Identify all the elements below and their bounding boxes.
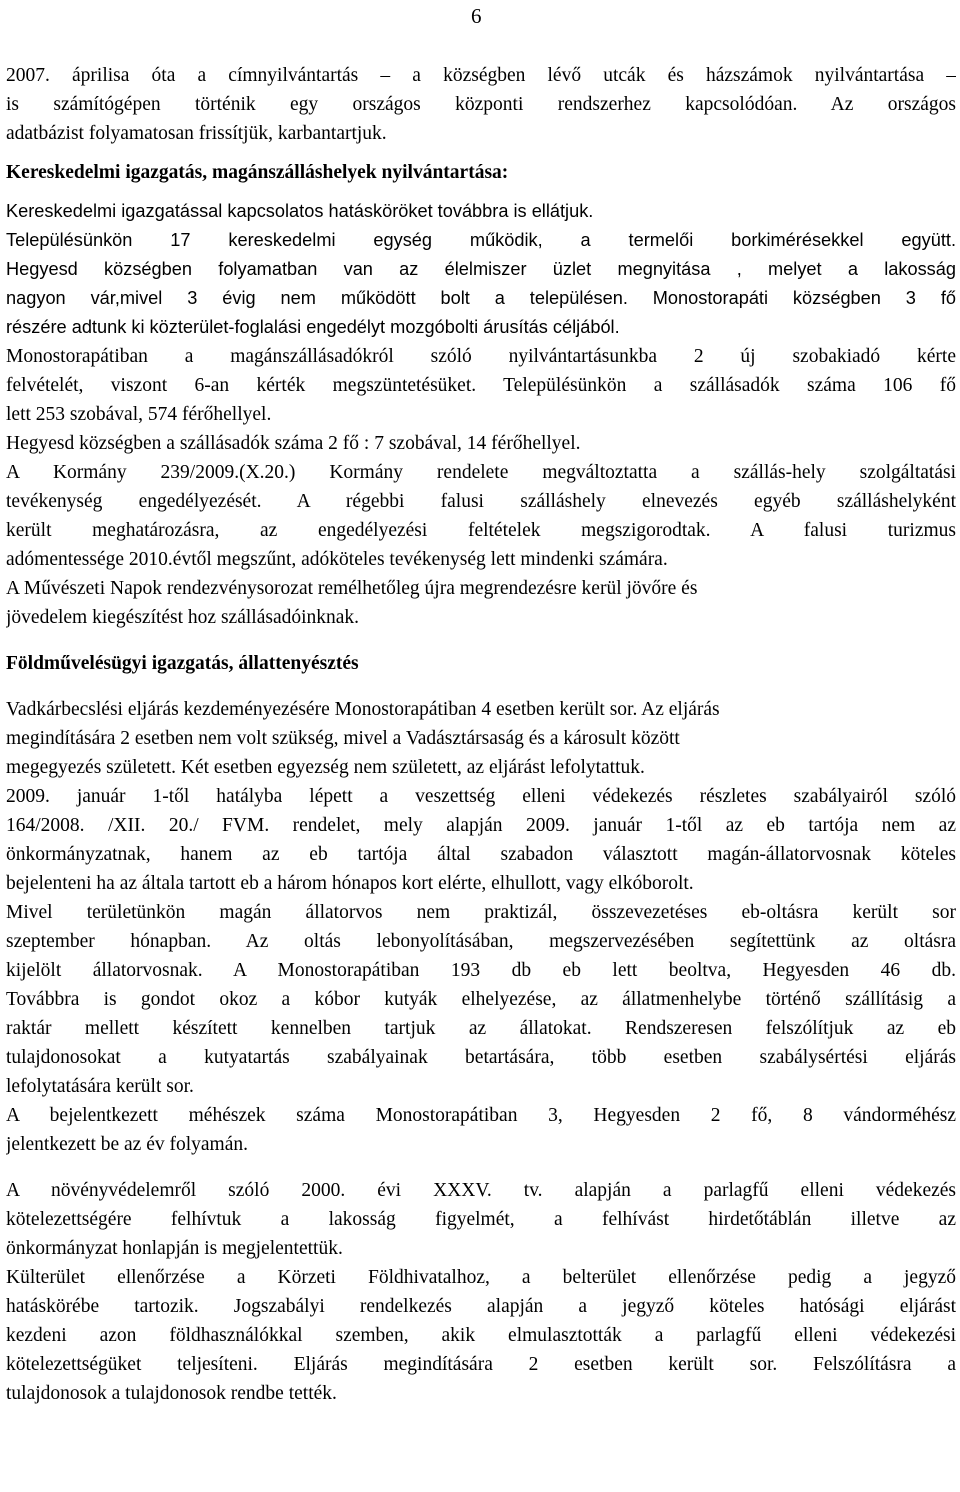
text-line: nagyon vár,mivel 3 évig nem működött bolt a településen. Monostorapáti községben 3 fő bbox=[6, 288, 956, 308]
text-line: tulajdonosok a tulajdonosok rendbe tették. bbox=[6, 1383, 337, 1404]
text-line: részére adtunk ki közterület-foglalási engedélyt mozgóbolti árusítás céljából. bbox=[6, 317, 620, 337]
text-line: tevékenység engedélyezését. A régebbi falusi szálláshely elnevezés egyéb szálláshelyként bbox=[6, 491, 956, 512]
text-line: megindítására 2 esetben nem volt szükség, mivel a Vadásztársaság és a károsult között bbox=[6, 728, 680, 749]
text-line: kezdeni azon földhasználókkal szemben, akik elmulasztották a parlagfű elleni védekezési bbox=[6, 1325, 956, 1346]
paragraph-commerce bbox=[6, 197, 956, 632]
section-heading-commerce: Kereskedelmi igazgatás, magánszálláshelyek nyilvántartása: bbox=[6, 162, 509, 183]
text-line: A Kormány 239/2009.(X.20.) Kormány rendelete megváltoztatta a szállás-hely szolgáltatási bbox=[6, 462, 956, 483]
text-line: A növényvédelemről szóló 2000. évi XXXV. tv. alapján a parlagfű elleni védekezés bbox=[6, 1180, 956, 1201]
text-line: bejelenteni ha az általa tartott eb a három hónapos kort elérte, elhullott, vagy elkóborolt. bbox=[6, 873, 694, 894]
text-line: Településünkön 17 kereskedelmi egység működik, a termelői borkimérésekkel együtt. bbox=[6, 230, 956, 250]
text-line: 2009. január 1-től hatályba lépett a veszettség elleni védekezés részletes szabályairól szóló bbox=[6, 786, 956, 807]
section-heading-agriculture: Földművelésügyi igazgatás, állattenyésztés bbox=[6, 653, 359, 674]
text-line: 164/2008. /XII. 20./ FVM. rendelet, mely alapján 2009. január 1-től az eb tartója nem az bbox=[6, 815, 956, 836]
text-line: lefolytatására került sor. bbox=[6, 1076, 194, 1097]
paragraph-agriculture bbox=[6, 695, 956, 1159]
text-line: tulajdonosokat a kutyatartás szabályainak betartására, több esetben szabálysértési eljárás bbox=[6, 1047, 956, 1068]
text-line: felvételét, viszont 6-an kérték megszüntetésüket. Településünkön a szállásadók száma 106 fő bbox=[6, 375, 956, 396]
text-line: jövedelem kiegészítést hoz szállásadóinknak. bbox=[6, 607, 360, 628]
text-line: A Művészeti Napok rendezvénysorozat remélhetőleg újra megrendezésre kerül jövőre és bbox=[6, 578, 698, 599]
text-line: Hegyesd községben a szállásadók száma 2 fő : 7 szobával, 14 férőhellyel. bbox=[6, 433, 581, 454]
text-line: A bejelentkezett méhészek száma Monostorapátiban 3, Hegyesden 2 fő, 8 vándorméhész bbox=[6, 1105, 956, 1126]
text-line: jelentkezett be az év folyamán. bbox=[6, 1134, 248, 1155]
text-line: 2007. áprilisa óta a címnyilvántartás – a községben lévő utcák és házszámok nyilvántartása – bbox=[6, 65, 956, 86]
text-line: szeptember hónapban. Az oltás lebonyolításában, megszervezésében segítettünk az oltásra bbox=[6, 931, 956, 952]
document-body bbox=[6, 61, 956, 1408]
text-line: is számítógépen történik egy országos központi rendszerhez kapcsolódóan. Az országos bbox=[6, 94, 956, 115]
page-number: 6 bbox=[471, 4, 482, 28]
text-line: került meghatározásra, az engedélyezési feltételek megszigorodtak. A falusi turizmus bbox=[6, 520, 956, 541]
text-line: kötelezettségére felhívtuk a lakosság figyelmét, a felhívást hirdetőtáblán illetve az bbox=[6, 1209, 956, 1230]
text-line: Továbbra is gondot okoz a kóbor kutyák elhelyezése, az állatmenhelybe történő szállításig a bbox=[6, 989, 956, 1010]
text-line: Mivel területünkön magán állatorvos nem praktizál, összevezetéses eb-oltásra került sor bbox=[6, 902, 956, 923]
text-line: Hegyesd községben folyamatban van az élelmiszer üzlet megnyitása , melyet a lakosság bbox=[6, 259, 956, 279]
text-line: hatáskörébe tartozik. Jogszabályi rendelkezés alapján a jegyző köteles hatósági eljárást bbox=[6, 1296, 956, 1317]
text-line: önkormányzatnak, hanem az eb tartója által szabadon választott magán-állatorvosnak köteles bbox=[6, 844, 956, 865]
text-line: raktár mellett készített kennelben tartjuk az állatokat. Rendszeresen felszólítjuk az eb bbox=[6, 1018, 956, 1039]
text-line: Külterület ellenőrzése a Körzeti Földhivatalhoz, a belterület ellenőrzése pedig a jegyző bbox=[6, 1267, 956, 1288]
text-line: megegyezés született. Két esetben egyezség nem született, az eljárást lefolytattuk. bbox=[6, 757, 645, 778]
paragraph-plant-protection bbox=[6, 1176, 956, 1408]
text-line: kötelezettségüket teljesíteni. Eljárás megindítására 2 esetben került sor. Felszólításra a bbox=[6, 1354, 956, 1375]
text-line: lett 253 szobával, 574 férőhellyel. bbox=[6, 404, 272, 425]
text-line: Vadkárbecslési eljárás kezdeményezésére Monostorapátiban 4 esetben került sor. Az eljárás bbox=[6, 699, 720, 720]
text-line: Monostorapátiban a magánszállásadókról szóló nyilvántartásunkba 2 új szobakiadó kérte bbox=[6, 346, 956, 367]
text-line: önkormányzat honlapján is megjelentettük. bbox=[6, 1238, 343, 1259]
text-line: kijelölt állatorvosnak. A Monostorapátiban 193 db eb lett beoltva, Hegyesden 46 db. bbox=[6, 960, 956, 981]
text-line: adómentessége 2010.évtől megszűnt, adóköteles tevékenység lett mindenki számára. bbox=[6, 549, 668, 570]
paragraph-address-registry bbox=[6, 61, 956, 148]
text-line: Kereskedelmi igazgatással kapcsolatos hatásköröket továbbra is ellátjuk. bbox=[6, 201, 594, 221]
text-line: adatbázist folyamatosan frissítjük, karbantartjuk. bbox=[6, 123, 387, 144]
